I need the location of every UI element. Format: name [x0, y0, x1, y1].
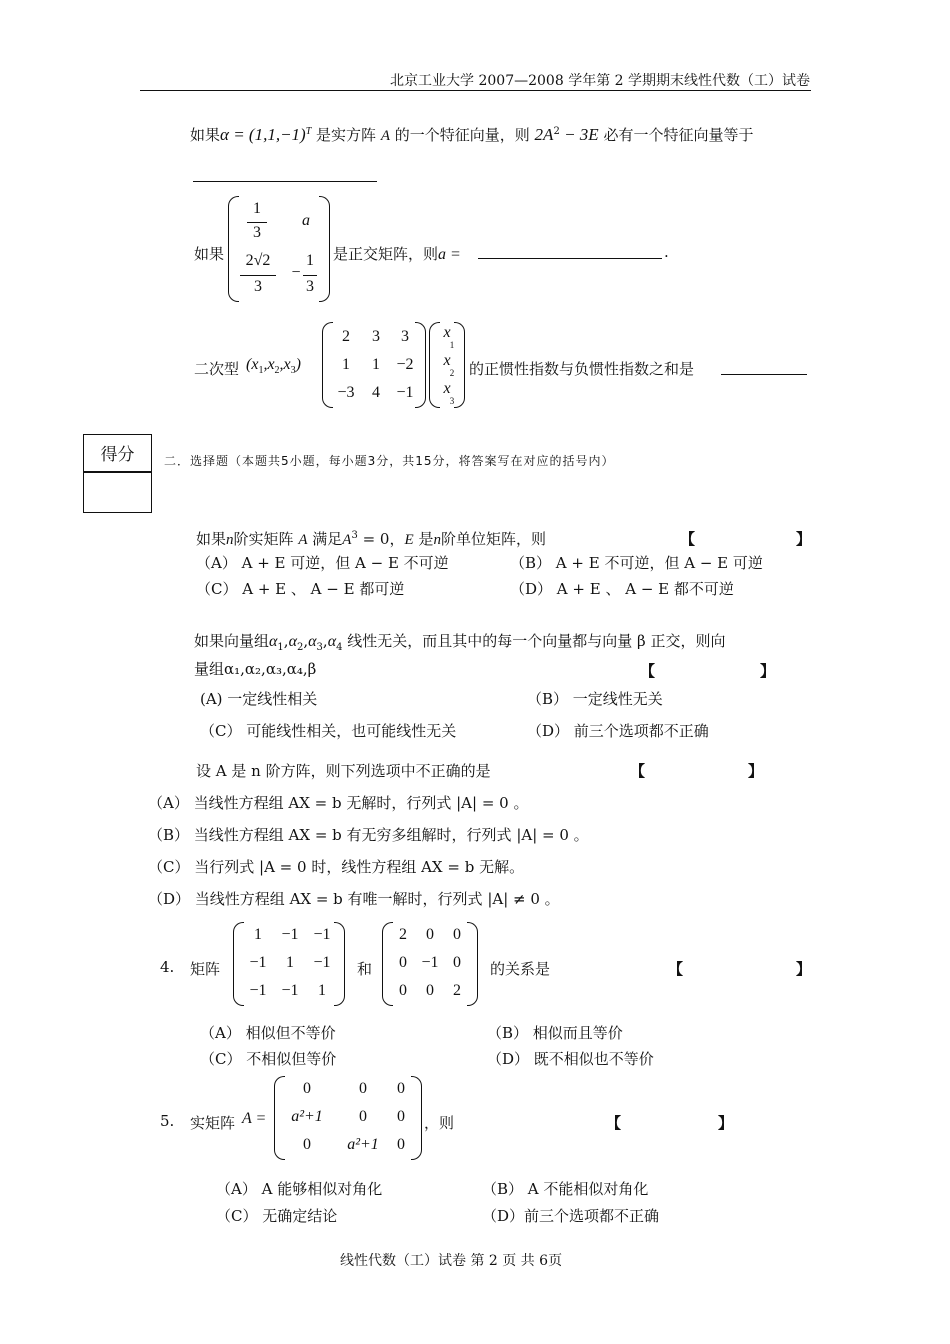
m22-sign: −	[291, 264, 301, 281]
fill-q5-suffix	[333, 243, 461, 264]
fill-q6-prefix: 二次型	[194, 360, 240, 378]
m12: a	[302, 212, 310, 229]
q1-var-n: n	[226, 532, 234, 548]
q5-option-b[interactable]: （B） A 不能相似对角化	[482, 1180, 649, 1198]
q4-m2-22: −1	[421, 954, 439, 971]
q1-sup3: 3	[351, 530, 358, 541]
q4-bracket-left: 【	[668, 960, 684, 978]
fill-q5-var: a =	[438, 246, 461, 263]
m21-num: 2√2	[245, 252, 271, 269]
fill-q4-expr2: − 3E	[559, 125, 599, 144]
q5-m31: 0	[303, 1136, 311, 1153]
q5-m13: 0	[397, 1080, 405, 1097]
q5-bracket-left: 【	[606, 1114, 622, 1132]
fill-q5-answer-blank[interactable]	[478, 258, 662, 259]
q5-m23: 0	[397, 1108, 405, 1125]
q5-m12: 0	[359, 1080, 367, 1097]
q5-var-a: A =	[242, 1110, 267, 1127]
q4-m1-32: −1	[281, 982, 299, 999]
section2-heading: 二．选择题（本题共5小题，每小题3分，共15分，将答案写在对应的括号内）	[164, 454, 615, 468]
m22-num: 1	[306, 252, 314, 269]
q6-m33: −1	[396, 384, 414, 401]
m11-num: 1	[253, 200, 261, 217]
q4-option-b[interactable]: （B） 相似而且等价	[487, 1024, 623, 1042]
q1-var-a: A	[298, 532, 308, 548]
q6-m22: 1	[372, 356, 380, 373]
fill-q4-prefix: 如果	[190, 126, 221, 144]
q6-m11: 2	[342, 328, 350, 345]
q4-m2-23: 0	[453, 954, 461, 971]
q6-m13: 3	[401, 328, 409, 345]
q5-suffix: ，则	[424, 1114, 455, 1132]
fill-q4-var-a: A	[380, 128, 390, 144]
q6-var-x3: x	[283, 356, 291, 373]
q6-var-sub1: 1	[258, 365, 264, 377]
q4-m1-33: 1	[318, 982, 326, 999]
q4-m2-32: 0	[426, 982, 434, 999]
score-label: 得分	[100, 445, 135, 465]
fill-q5-prefix: 如果	[194, 245, 225, 263]
q1-stem-prefix: 如果	[196, 530, 227, 548]
q1-option-c[interactable]: （C） A + E 、 A − E 都可逆	[196, 580, 405, 598]
q6-var-sub3: 3	[290, 365, 296, 377]
q6-vec-x3: x	[443, 380, 451, 397]
q1-option-a[interactable]: （A） A + E 可逆，但 A − E 不可逆	[196, 554, 449, 572]
fill-q6-vector	[429, 322, 465, 408]
fill-q4-mid2: 的一个特征向量，则	[390, 126, 535, 144]
q1-t3: = 0，	[357, 530, 405, 548]
q4-m2-12: 0	[426, 926, 434, 943]
fill-q6-vars: $(x_1,x_2,x_3)$	[246, 356, 301, 377]
q6-vec-x2: x	[443, 352, 451, 369]
q3-option-a[interactable]: （A） 当线性方程组 AX = b 无解时，行列式 |A| = 0 。	[148, 794, 529, 812]
q4-bracket-right: 】	[796, 960, 812, 978]
q2-bracket-right: 】	[760, 662, 776, 680]
m11-den: 3	[253, 224, 261, 241]
page-footer: 线性代数（工）试卷 第 2 页 共 6页	[340, 1253, 563, 1269]
q4-m2-33: 2	[453, 982, 461, 999]
fill-q4-mid: 是实方阵	[311, 126, 381, 144]
q1-t5: 阶单位矩阵，则	[440, 530, 546, 548]
q4-and: 和	[357, 960, 373, 978]
q5-m11: 0	[303, 1080, 311, 1097]
q4-m1-21: −1	[249, 954, 267, 971]
fill-q5-matrix	[228, 196, 330, 302]
q4-m1-22: 1	[286, 954, 294, 971]
q4-option-d[interactable]: （D） 既不相似也不等价	[487, 1050, 654, 1068]
q6-vec-sub3: 3	[449, 396, 455, 406]
q6-vec-sub1: 1	[449, 340, 455, 350]
score-box	[83, 434, 152, 513]
q4-number: 4.	[160, 958, 175, 976]
q6-vec-x1: x	[443, 324, 451, 341]
q5-m33: 0	[397, 1136, 405, 1153]
q5-matrix	[274, 1076, 422, 1160]
q1-t4: 是	[418, 530, 434, 548]
fill-q4-suffix: 必有一个特征向量等于	[598, 126, 754, 144]
fill-q4-sup-t: T	[305, 126, 312, 137]
q4-m1-11: 1	[254, 926, 262, 943]
m22-bar	[303, 275, 317, 276]
fill-q6-suffix: 的正惯性指数与负惯性指数之和是	[469, 360, 695, 378]
q1-t2: 满足	[312, 530, 343, 548]
q5-m21: a²+1	[291, 1108, 323, 1125]
q6-m23: −2	[396, 356, 414, 373]
q1-var-n2: n	[433, 532, 441, 548]
q5-m32: a²+1	[347, 1136, 379, 1153]
q4-matrix-2	[382, 922, 478, 1006]
q4-suffix: 的关系是	[490, 960, 551, 978]
q1-t1: 阶实矩阵	[233, 530, 294, 548]
q5-stem: 实矩阵	[190, 1114, 236, 1132]
q6-var-x1: x	[251, 356, 259, 373]
fill-q4-sup2: 2	[553, 126, 560, 137]
q6-vec-sub2: 2	[449, 368, 455, 378]
q3-bracket-right: 】	[748, 762, 764, 780]
q1-bracket-right: 】	[796, 530, 812, 548]
q3-option-c[interactable]: （C） 当行列式 |A = 0 时，线性方程组 AX = b 无解。	[148, 858, 525, 876]
choice-q2-stem-line1: 如果向量组$\alpha_1,\alpha_2,\alpha_3,\alpha_4$ 线性无关，而且其中的每一个向量都与向量 β 正交，则向	[194, 632, 726, 653]
q6-var-x2: x	[267, 356, 275, 373]
m21-den: 3	[254, 278, 262, 295]
q1-var-a3: A	[342, 532, 352, 548]
q2-stem3: 量组α₁,α₂,α₃,α₄,β	[194, 660, 317, 678]
q5-m22: 0	[359, 1108, 367, 1125]
m21-bar	[240, 275, 276, 276]
q2-option-a[interactable]: (A) 一定线性相关	[200, 690, 318, 708]
matrix-right-paren	[319, 196, 330, 302]
q4-m1-12: −1	[281, 926, 299, 943]
q2-option-c[interactable]: （C） 可能线性相关，也可能线性无关	[200, 722, 457, 740]
choice-q2-stem-line2	[194, 658, 316, 679]
q4-m1-31: −1	[249, 982, 267, 999]
q6-m31: −3	[337, 384, 355, 401]
q1-var-e: E	[404, 532, 414, 548]
q3-option-b[interactable]: （B） 当线性方程组 AX = b 有无穷多组解时，行列式 |A| = 0 。	[148, 826, 589, 844]
q5-option-c[interactable]: （C） 无确定结论	[216, 1207, 338, 1225]
q4-m2-31: 0	[399, 982, 407, 999]
q4-option-a[interactable]: （A） 相似但不等价	[200, 1024, 336, 1042]
page-header-title: 北京工业大学 2007—2008 学年第 2 学期期末线性代数（工）试卷	[390, 73, 810, 89]
q2-option-b[interactable]: （B） 一定线性无关	[527, 690, 663, 708]
q2-bracket-left: 【	[640, 662, 656, 680]
q4-stem: 矩阵	[190, 960, 221, 978]
fill-q5-suffix-text: 是正交矩阵，则	[333, 245, 439, 263]
fill-q4-expr: 2A	[534, 125, 554, 144]
q5-option-a[interactable]: （A） A 能够相似对角化	[216, 1180, 383, 1198]
q6-var-sub2: 2	[274, 365, 280, 377]
q6-m21: 1	[342, 356, 350, 373]
q5-number: 5.	[160, 1112, 175, 1130]
q5-option-d[interactable]: （D）前三个选项都不正确	[482, 1207, 660, 1225]
q3-bracket-left: 【	[630, 762, 646, 780]
score-box-divider	[84, 471, 151, 473]
q6-m32: 4	[372, 384, 380, 401]
q4-m2-21: 0	[399, 954, 407, 971]
header-rule	[140, 90, 811, 91]
q1-option-b[interactable]: （B） A + E 不可逆，但 A − E 可逆	[510, 554, 763, 572]
q6-m12: 3	[372, 328, 380, 345]
choice-q3-stem: 设 A 是 n 阶方阵，则下列选项中不正确的是	[196, 762, 491, 780]
m22-den: 3	[306, 278, 314, 295]
q1-option-d[interactable]: （D） A + E 、 A − E 都不可逆	[510, 580, 734, 598]
q4-m1-23: −1	[313, 954, 331, 971]
q1-bracket-left: 【	[680, 530, 696, 548]
choice-q1-stem	[196, 528, 546, 549]
fill-q4-stem	[190, 124, 753, 145]
fill-q6-answer-blank[interactable]	[721, 374, 807, 375]
q4-m2-11: 2	[399, 926, 407, 943]
fill-q4-alpha: α = (1,1,−1)	[220, 125, 306, 144]
q3-option-d[interactable]: （D） 当线性方程组 AX = b 有唯一解时，行列式 |A| ≠ 0 。	[148, 890, 560, 908]
q4-option-c[interactable]: （C） 不相似但等价	[200, 1050, 337, 1068]
fill-q6-matrix	[322, 322, 426, 408]
q2-option-d[interactable]: （D） 前三个选项都不正确	[527, 722, 709, 740]
q4-m2-13: 0	[453, 926, 461, 943]
q5-bracket-right: 】	[718, 1114, 734, 1132]
fill-q4-answer-blank[interactable]	[193, 181, 377, 182]
q2-stem2: 线性无关，而且其中的每一个向量都与向量 β 正交，则向	[347, 632, 726, 650]
q4-matrix-1	[233, 922, 345, 1006]
q4-m1-13: −1	[313, 926, 331, 943]
fill-q5-end: .	[664, 243, 669, 261]
